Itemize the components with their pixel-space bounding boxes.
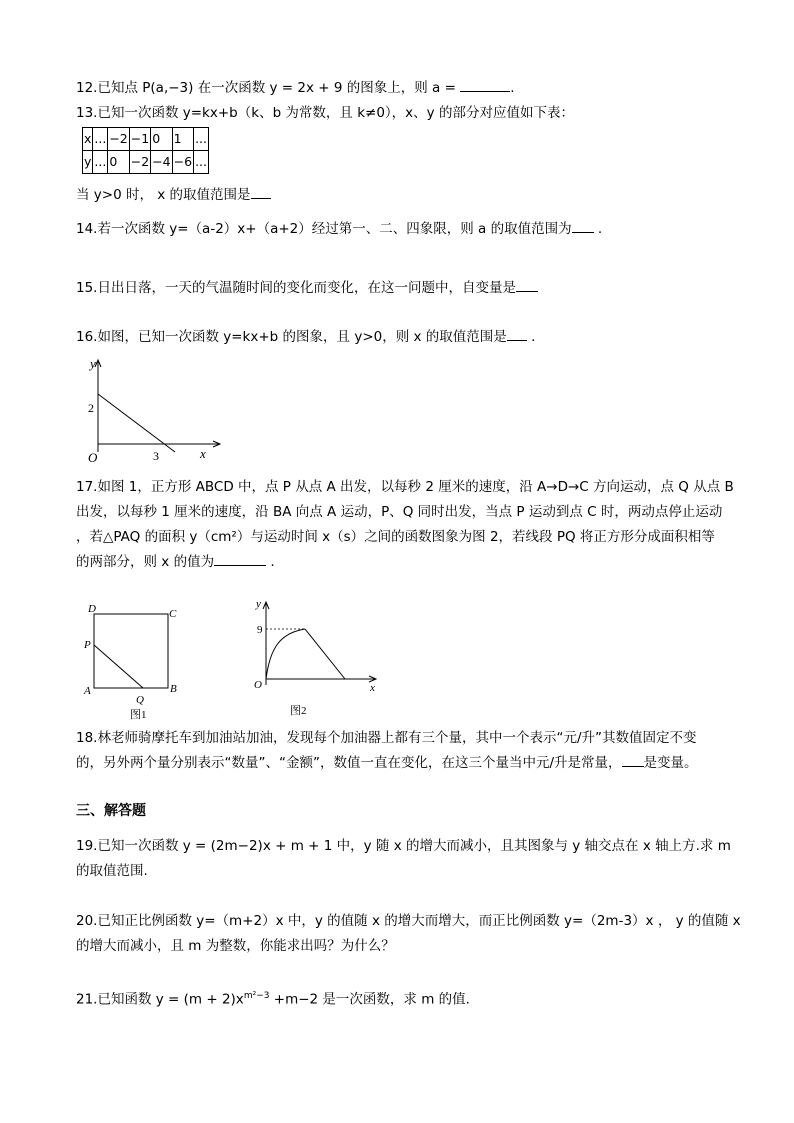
q12-text: 12.已知点 P(a,−3) 在一次函数 y = 2x + 9 的图象上，则 a = <box>76 80 461 96</box>
question-17-line1: 17.如图 1，正方形 ABCD 中，点 P 从点 A 出发，以每秒 2 厘米的速度，沿 A→D→C 方向运动，点 Q 从点 B <box>76 479 734 495</box>
question-17-line2: 出发，以每秒 1 厘米的速度，沿 BA 向点 A 运动，P、Q 同时出发，当点 P 运动到点 C 时，两动点停止运动 <box>76 504 723 520</box>
question-21: 21.已知函数 $y = (m + 2)x^{m^2-3} +m-2$ 是一次函数，求 m 的值. <box>76 991 470 1008</box>
table-cell: ... <box>194 128 209 151</box>
question-13: 13.已知一次函数 y=kx+b（k、b 为常数，且 k≠0），x、y 的部分对应值如下表： <box>76 105 574 121</box>
section-heading: 三、解答题 <box>76 803 146 819</box>
function-line <box>98 394 175 452</box>
label-q: Q <box>136 694 144 706</box>
question-12: 12.已知点 P(a,−3) 在一次函数 y = 2x + 9 的图象上，则 a = . <box>76 80 515 96</box>
table-cell: ... <box>93 128 108 151</box>
table-cell: y <box>83 151 93 174</box>
question-18-line1: 18.林老师骑摩托车到加油站加油，发现每个加油器上都有三个量，其中一个表示“元/升”其数值固定不变 <box>76 730 697 746</box>
q16-blank[interactable] <box>507 328 527 341</box>
table-cell: x <box>83 128 93 151</box>
q15-blank[interactable] <box>516 279 538 292</box>
q17-figure-1 <box>78 600 188 725</box>
fig2-origin: O <box>254 679 262 691</box>
value-table <box>82 127 209 174</box>
question-20-line2: 的增大而减小，且 m 为整数，你能求出吗？为什么？ <box>76 938 395 954</box>
label-b: B <box>170 683 177 695</box>
q12-blank[interactable] <box>460 79 510 92</box>
label-d: D <box>88 603 96 615</box>
table-cell: ... <box>93 151 108 174</box>
question-19-line1: 19.已知一次函数 y = (2m−2)x + m + 1 中，y 随 x 的增大而减小，且其图象与 y 轴交点在 x 轴上方.求 m <box>76 838 731 854</box>
question-19-line2: 的取值范围. <box>76 863 148 879</box>
table-cell: −2 <box>108 128 129 151</box>
label-a: A <box>84 685 91 697</box>
q17-blank[interactable] <box>214 553 266 566</box>
question-17-line3: ，若△PAQ 的面积 y（cm²）与运动时间 x（s）之间的函数图象为图 2，若线段 PQ 将正方形分成面积相等 <box>76 529 715 545</box>
table-cell: 0 <box>151 128 172 151</box>
fig2-x-label: x <box>370 682 375 694</box>
fig1-caption: 图1 <box>130 709 147 721</box>
table-cell: ... <box>194 151 209 174</box>
question-14: 14.若一次函数 y=（a-2）x+（a+2）经过第一、二、四象限，则 a 的取值范围为 . <box>76 221 603 237</box>
table-row <box>83 128 209 151</box>
label-c: C <box>169 608 177 620</box>
table-cell: 0 <box>108 151 129 174</box>
fig2-nine: 9 <box>257 624 263 636</box>
fig2-y-label: y <box>256 598 261 610</box>
table-row <box>83 151 209 174</box>
fig2-decreasing-line <box>305 629 345 679</box>
q17-figure-2 <box>248 593 388 723</box>
table-cell: −6 <box>172 151 193 174</box>
table-cell: −4 <box>151 151 172 174</box>
question-17-line4: 的两部分，则 x 的值为 . <box>76 554 275 570</box>
label-p: P <box>84 639 91 651</box>
question-16: 16.如图，已知一次函数 y=kx+b 的图象，且 y>0，则 x 的取值范围是 . <box>76 329 536 345</box>
question-15: 15.日出日落，一天的气温随时间的变化而变化，在这一问题中，自变量是 <box>76 279 538 297</box>
q18-blank[interactable] <box>622 754 644 767</box>
origin-label: O <box>88 450 98 465</box>
q13-follow: 当 y>0 时， x 的取值范围是 <box>76 186 271 204</box>
question-20-line1: 20.已知正比例函数 y=（m+2）x 中，y 的值随 x 的增大而增大，而正比例函数 y=（2m-3）x ， y 的值随 x <box>76 913 741 929</box>
fig2-caption: 图2 <box>290 705 307 717</box>
x-intercept-label: 3 <box>153 449 159 463</box>
table-cell: 1 <box>172 128 193 151</box>
y-axis-label: y <box>90 356 96 371</box>
segment-pq <box>94 645 143 688</box>
y-intercept-label: 2 <box>88 401 94 415</box>
question-18-line2: 的，另外两个量分别表示“数量”、“金额”，数值一直在变化，在这三个量当中元/升是常量， 是变量。 <box>76 755 698 771</box>
table-cell: −1 <box>129 128 150 151</box>
table-cell: −2 <box>129 151 150 174</box>
q14-blank[interactable] <box>572 220 594 233</box>
q16-graph <box>80 352 230 467</box>
fig2-curve <box>266 629 305 679</box>
q13-blank[interactable] <box>251 186 271 199</box>
x-axis-label: x <box>200 446 206 461</box>
